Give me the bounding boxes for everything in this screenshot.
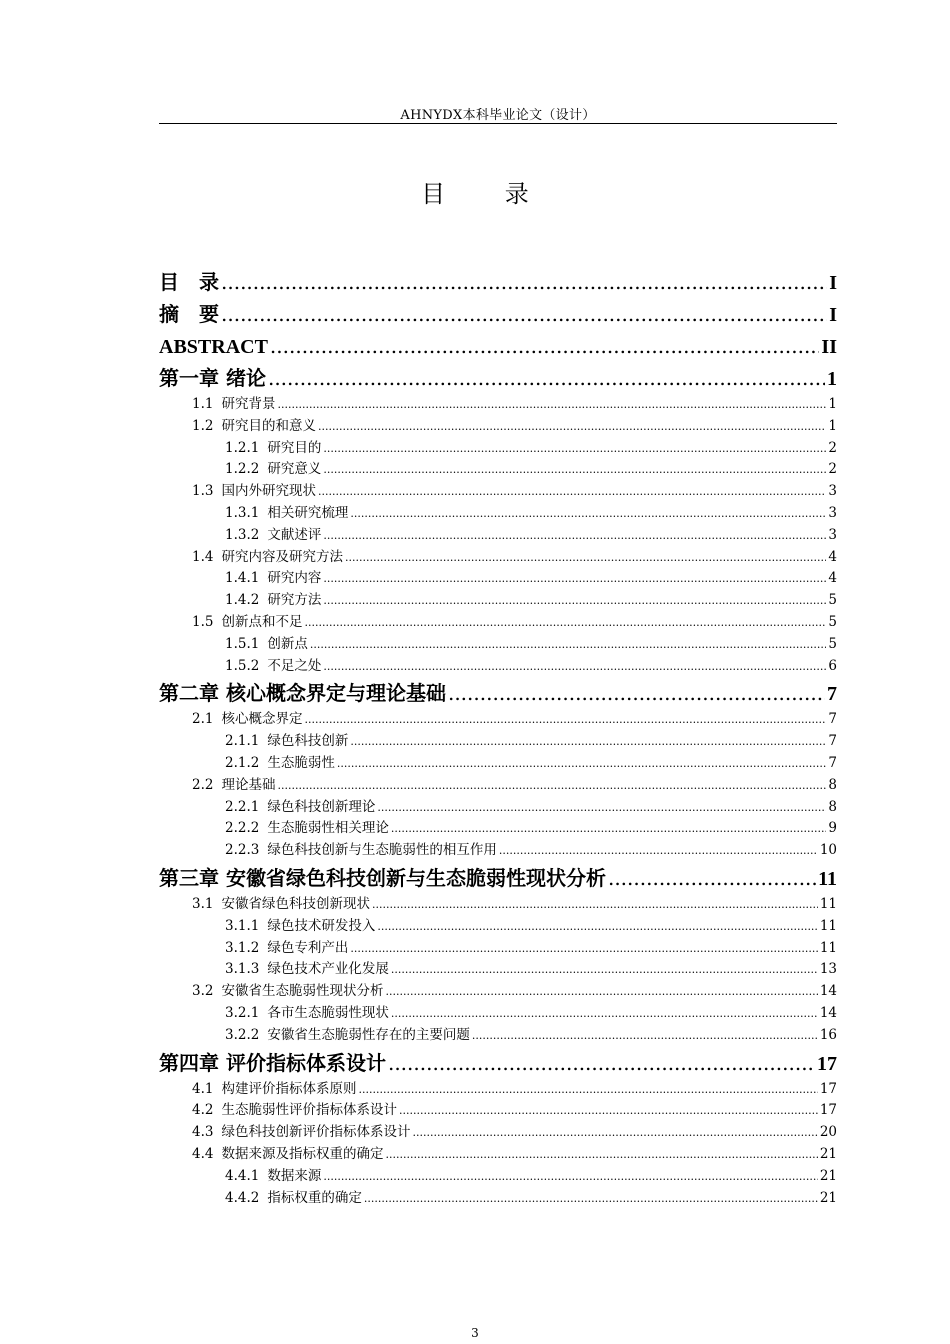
toc-entry-number: 2.2.2 [225, 820, 260, 837]
toc-entry-number: 3.2.1 [225, 1004, 260, 1021]
toc-entry[interactable] [159, 612, 837, 634]
toc-entry[interactable] [159, 840, 837, 862]
toc-entry-page: 2 [828, 439, 837, 456]
toc-entry-page: 17 [817, 1052, 837, 1075]
toc-entry-page: 9 [828, 820, 837, 837]
toc-entry-number: 3.1 [192, 895, 214, 912]
toc-entry[interactable] [159, 1166, 837, 1188]
toc-entry[interactable] [159, 394, 837, 416]
dot-leader [364, 1188, 818, 1210]
toc-entry-number: 3.2 [192, 983, 214, 1000]
toc-entry-number: 1.1 [192, 396, 214, 412]
dot-leader [318, 481, 826, 503]
toc-entry-page: 5 [828, 613, 837, 630]
toc-entry-label: 安徽省绿色科技创新现状 [221, 895, 370, 912]
dot-leader [221, 298, 827, 330]
toc-entry-number: 2.1.1 [225, 733, 260, 750]
toc-entry-number: 1.3.2 [225, 526, 260, 543]
toc-entry-number: 4.2 [192, 1102, 214, 1119]
toc-entry[interactable] [159, 568, 837, 590]
toc-entry-page: 13 [819, 961, 837, 978]
toc-entry-page: 21 [819, 1189, 837, 1206]
toc-entry-number: 1.5.1 [225, 635, 260, 652]
toc-entry-page: 17 [819, 1102, 837, 1119]
toc-entry-number: 1.4 [192, 548, 214, 565]
toc-entry-page: 8 [828, 776, 837, 793]
table-of-contents [159, 266, 837, 1209]
toc-entry-label: 研究内容及研究方法 [221, 548, 343, 565]
dot-leader [350, 731, 826, 753]
dot-leader [499, 840, 818, 862]
dot-leader [448, 677, 825, 709]
toc-entry[interactable] [159, 818, 837, 840]
toc-entry[interactable] [159, 916, 837, 938]
toc-entry[interactable] [159, 298, 837, 330]
toc-entry-number: 1.2.2 [225, 461, 260, 478]
page-number: 3 [471, 1326, 479, 1340]
toc-entry[interactable] [159, 797, 837, 819]
toc-entry[interactable] [159, 1025, 837, 1047]
toc-entry-number: 1.4.1 [225, 570, 260, 587]
toc-entry-page: 4 [828, 570, 837, 587]
toc-entry-label: 绿色科技创新评价指标体系设计 [221, 1124, 411, 1141]
toc-entry-label: 第二章 核心概念界定与理论基础 [159, 681, 446, 706]
toc-entry-label: 第三章 安徽省绿色科技创新与生态脆弱性现状分析 [159, 865, 606, 890]
toc-entry-page: 7 [828, 711, 837, 728]
toc-entry-number: 1.2.1 [225, 439, 260, 456]
dot-leader [318, 416, 826, 438]
toc-entry-label: 创新点 [267, 635, 308, 652]
dot-leader [350, 938, 817, 960]
dot-leader [323, 438, 826, 460]
dot-leader [310, 634, 827, 656]
toc-entry[interactable] [159, 362, 837, 394]
dot-leader [377, 797, 826, 819]
toc-entry-label: 第一章 绪论 [159, 366, 266, 390]
dot-leader [391, 818, 827, 840]
toc-entry-number: 2.1 [192, 711, 214, 728]
toc-entry[interactable] [159, 634, 837, 656]
toc-entry[interactable] [159, 1100, 837, 1122]
toc-entry-page: 7 [827, 683, 837, 706]
dot-leader [323, 525, 826, 547]
toc-entry-page: 17 [819, 1080, 837, 1097]
toc-entry[interactable] [159, 503, 837, 525]
toc-entry[interactable] [159, 525, 837, 547]
toc-entry-page: 1 [828, 396, 837, 412]
toc-entry-page: 11 [819, 895, 837, 912]
toc-entry[interactable] [159, 1188, 837, 1210]
toc-entry-page: 5 [828, 635, 837, 652]
toc-entry[interactable] [159, 753, 837, 775]
toc-entry-label: 研究目的 [267, 439, 322, 456]
toc-entry-label: 绿色技术产业化发展 [267, 961, 389, 978]
toc-entry[interactable] [159, 547, 837, 569]
toc-entry[interactable] [159, 481, 837, 503]
dot-leader [385, 1144, 817, 1166]
toc-entry-label: 目 录 [159, 270, 219, 294]
dot-leader [391, 959, 818, 981]
dot-leader [350, 503, 826, 525]
dot-leader [323, 459, 826, 481]
toc-entry-label: 相关研究梳理 [267, 504, 349, 521]
toc-entry[interactable] [159, 959, 837, 981]
toc-entry[interactable] [159, 1144, 837, 1166]
toc-entry-page: II [821, 336, 837, 358]
toc-entry-label: 绿色技术研发投入 [267, 917, 376, 934]
header-rule [159, 123, 837, 124]
toc-entry[interactable] [159, 709, 837, 731]
toc-entry[interactable] [159, 731, 837, 753]
toc-entry-label: 文献述评 [267, 526, 322, 543]
dot-leader [345, 547, 826, 569]
toc-entry-page: 14 [819, 983, 837, 1000]
toc-entry[interactable] [159, 1047, 837, 1079]
toc-entry-number: 1.4.2 [225, 592, 260, 609]
toc-entry-number: 1.5 [192, 613, 214, 630]
toc-entry-label: 绿色专利产出 [267, 939, 349, 956]
toc-entry-page: 14 [819, 1004, 837, 1021]
toc-entry-number: 2.2.1 [225, 798, 260, 815]
toc-entry-page: I [829, 304, 837, 326]
dot-leader [277, 775, 826, 797]
toc-entry-label: 研究目的和意义 [221, 417, 316, 434]
toc-entry-label: 研究内容 [267, 570, 322, 587]
toc-entry-label: 安徽省生态脆弱性存在的主要问题 [267, 1026, 470, 1043]
toc-entry-label: 生态脆弱性相关理论 [267, 820, 389, 837]
toc-entry-page: 20 [819, 1124, 837, 1141]
toc-entry-page: 11 [819, 917, 837, 934]
toc-entry[interactable] [159, 677, 837, 709]
toc-entry-label: ABSTRACT [159, 336, 268, 358]
toc-entry-number: 4.4 [192, 1145, 214, 1162]
dot-leader [323, 590, 826, 612]
dot-leader [323, 1166, 817, 1188]
dot-leader [304, 612, 826, 634]
toc-entry[interactable] [159, 266, 837, 298]
toc-entry[interactable] [159, 459, 837, 481]
toc-entry-page: 21 [819, 1145, 837, 1162]
toc-entry-page: 7 [828, 754, 837, 771]
toc-entry-label: 研究意义 [267, 461, 322, 478]
toc-entry[interactable] [159, 1122, 837, 1144]
toc-entry-label: 生态脆弱性 [267, 754, 335, 771]
toc-entry-page: 3 [828, 483, 837, 500]
toc-entry-number: 3.1.2 [225, 939, 260, 956]
toc-entry-label: 绿色科技创新与生态脆弱性的相互作用 [267, 842, 497, 859]
toc-entry[interactable] [159, 981, 837, 1003]
toc-entry-number: 1.3 [192, 483, 214, 500]
toc-entry-number: 4.1 [192, 1080, 214, 1097]
dot-leader [304, 709, 826, 731]
dot-leader [399, 1100, 818, 1122]
toc-entry-page: 8 [828, 798, 837, 815]
toc-entry-page: 5 [828, 592, 837, 609]
toc-entry-page: 2 [828, 461, 837, 478]
toc-entry-label: 构建评价指标体系原则 [221, 1080, 357, 1097]
toc-entry[interactable] [159, 775, 837, 797]
toc-entry[interactable] [159, 1003, 837, 1025]
toc-entry[interactable] [159, 862, 837, 894]
toc-entry[interactable] [159, 894, 837, 916]
toc-entry[interactable] [159, 416, 837, 438]
toc-entry-page: 21 [819, 1167, 837, 1184]
toc-entry-page: 7 [828, 733, 837, 750]
dot-leader [221, 266, 827, 298]
toc-entry-number: 1.3.1 [225, 504, 260, 521]
dot-leader [358, 1079, 817, 1101]
running-header: AHNYDX本科毕业论文（设计） [400, 108, 596, 123]
toc-entry-label: 摘 要 [159, 302, 219, 326]
toc-entry-number: 4.4.2 [225, 1189, 260, 1206]
toc-entry-page: 11 [818, 867, 837, 890]
toc-entry-label: 理论基础 [221, 776, 276, 793]
toc-entry-label: 国内外研究现状 [221, 483, 316, 500]
dot-leader [608, 862, 816, 894]
toc-entry-label: 绿色科技创新 [267, 733, 349, 750]
toc-entry-label: 指标权重的确定 [267, 1189, 362, 1206]
toc-entry-page: 11 [819, 939, 837, 956]
toc-entry[interactable] [159, 656, 837, 678]
toc-entry[interactable] [159, 938, 837, 960]
toc-entry-label: 研究方法 [267, 592, 322, 609]
page-title: 目 录 [421, 180, 555, 208]
toc-entry-number: 2.2.3 [225, 842, 260, 859]
toc-entry-number: 3.2.2 [225, 1026, 260, 1043]
toc-entry[interactable] [159, 330, 837, 362]
toc-entry-number: 1.5.2 [225, 657, 260, 674]
toc-entry-number: 3.1.1 [225, 917, 260, 934]
toc-entry-label: 核心概念界定 [221, 711, 303, 728]
toc-entry-page: 3 [828, 526, 837, 543]
toc-entry-page: 10 [819, 842, 837, 859]
dot-leader [268, 362, 825, 394]
dot-leader [323, 568, 826, 590]
dot-leader [323, 656, 826, 678]
toc-entry-number: 2.2 [192, 776, 214, 793]
toc-entry-page: 4 [828, 548, 837, 565]
dot-leader [270, 330, 820, 362]
toc-entry-number: 4.4.1 [225, 1167, 260, 1184]
dot-leader [472, 1025, 818, 1047]
dot-leader [385, 981, 817, 1003]
toc-entry[interactable] [159, 1079, 837, 1101]
toc-entry-number: 2.1.2 [225, 754, 260, 771]
toc-entry-page: 6 [828, 657, 837, 674]
toc-entry-label: 生态脆弱性评价指标体系设计 [221, 1102, 397, 1119]
dot-leader [277, 394, 826, 416]
toc-entry-page: 1 [828, 417, 837, 434]
dot-leader [372, 894, 818, 916]
toc-entry-label: 数据来源 [267, 1167, 322, 1184]
toc-entry-label: 绿色科技创新理论 [267, 798, 376, 815]
toc-entry-page: I [829, 272, 837, 294]
toc-entry-page: 1 [827, 368, 837, 390]
dot-leader [391, 1003, 818, 1025]
dot-leader [337, 753, 827, 775]
toc-entry-number: 3.1.3 [225, 961, 260, 978]
toc-entry-page: 3 [828, 504, 837, 521]
toc-entry-label: 数据来源及指标权重的确定 [221, 1145, 384, 1162]
toc-entry-page: 16 [819, 1026, 837, 1043]
dot-leader [388, 1047, 815, 1079]
toc-entry-label: 各市生态脆弱性现状 [267, 1004, 389, 1021]
toc-entry[interactable] [159, 590, 837, 612]
dot-leader [412, 1122, 817, 1144]
toc-entry-number: 4.3 [192, 1124, 214, 1141]
toc-entry-label: 安徽省生态脆弱性现状分析 [221, 983, 384, 1000]
toc-entry-label: 第四章 评价指标体系设计 [159, 1050, 386, 1075]
toc-entry-number: 1.2 [192, 417, 214, 434]
toc-entry-label: 创新点和不足 [221, 613, 303, 630]
dot-leader [377, 916, 817, 938]
toc-entry-label: 研究背景 [221, 396, 276, 412]
toc-entry-label: 不足之处 [267, 657, 322, 674]
toc-entry[interactable] [159, 438, 837, 460]
